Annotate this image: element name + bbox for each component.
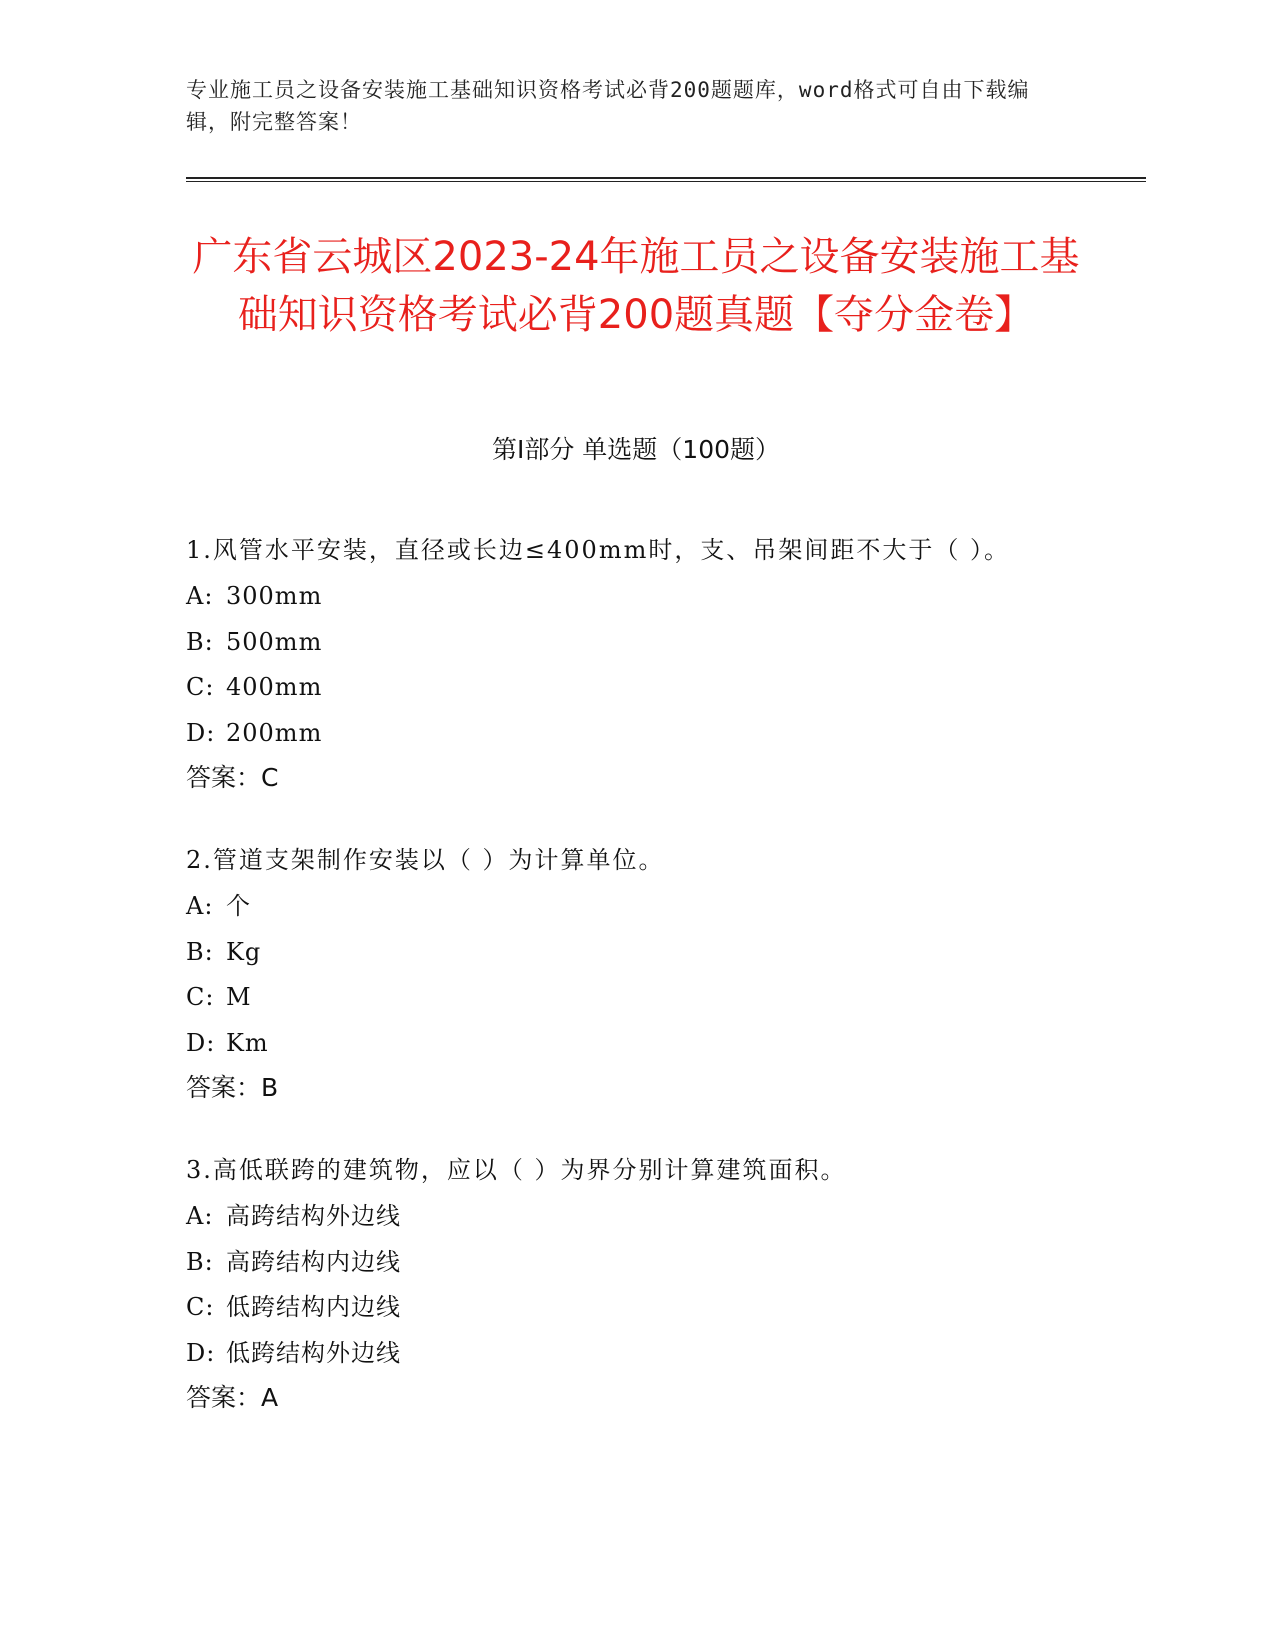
option-c	[186, 975, 1066, 1021]
answer: 答案：A	[186, 1383, 279, 1412]
option-text: 500mm	[226, 627, 323, 656]
option-b	[186, 1240, 1066, 1286]
option-letter: A:	[186, 582, 214, 610]
question-3	[186, 1146, 1066, 1420]
option-b	[186, 930, 1066, 976]
option-text: 高跨结构外边线	[226, 1202, 401, 1230]
option-b	[186, 620, 1066, 666]
header-divider-thin	[186, 181, 1146, 182]
option-text: M	[226, 983, 252, 1011]
option-letter: D:	[186, 1028, 216, 1057]
option-letter: B:	[186, 627, 214, 656]
section-heading: 第I部分 单选题（100题）	[491, 435, 781, 464]
document-title: 广东省云城区2023-24年施工员之设备安装施工基础知识资格考试必背200题真题【夺分金卷】	[192, 234, 1080, 338]
option-text: 低跨结构内边线	[226, 1293, 401, 1321]
option-text: 300mm	[226, 582, 323, 610]
option-letter: B:	[186, 937, 214, 966]
option-a	[186, 574, 1066, 620]
option-letter: A:	[186, 1202, 214, 1230]
option-letter: B:	[186, 1247, 214, 1276]
question-list	[186, 526, 1066, 1456]
option-a	[186, 884, 1066, 930]
option-d	[186, 1331, 1066, 1377]
option-d	[186, 711, 1066, 757]
option-text: Km	[226, 1028, 269, 1057]
option-text: 低跨结构外边线	[226, 1338, 401, 1367]
option-text: 个	[226, 892, 251, 920]
option-letter: D:	[186, 1338, 216, 1367]
option-letter: C:	[186, 1293, 215, 1321]
option-d	[186, 1021, 1066, 1067]
option-text: Kg	[226, 937, 262, 966]
option-text: 400mm	[226, 673, 323, 701]
option-letter: D:	[186, 718, 216, 747]
option-text: 高跨结构内边线	[226, 1247, 401, 1276]
option-a	[186, 1194, 1066, 1240]
answer: 答案：C	[186, 763, 279, 792]
option-text: 200mm	[226, 718, 323, 747]
question-stem: 3.高低联跨的建筑物，应以（ ）为界分别计算建筑面积。	[186, 1156, 847, 1184]
header-note: 专业施工员之设备安装施工基础知识资格考试必背200题题库，word格式可自由下载编辑，附完整答案！	[186, 78, 1030, 134]
option-c	[186, 665, 1066, 711]
question-stem: 1.风管水平安装，直径或长边≤400mm时，支、吊架间距不大于（ ）。	[186, 536, 1010, 564]
answer: 答案：B	[186, 1073, 279, 1102]
option-c	[186, 1285, 1066, 1331]
header-divider-thick	[186, 177, 1146, 179]
option-letter: C:	[186, 673, 215, 701]
question-stem: 2.管道支架制作安装以（ ）为计算单位。	[186, 846, 665, 874]
question-2	[186, 836, 1066, 1110]
question-1	[186, 526, 1066, 800]
option-letter: C:	[186, 983, 215, 1011]
option-letter: A:	[186, 892, 214, 920]
